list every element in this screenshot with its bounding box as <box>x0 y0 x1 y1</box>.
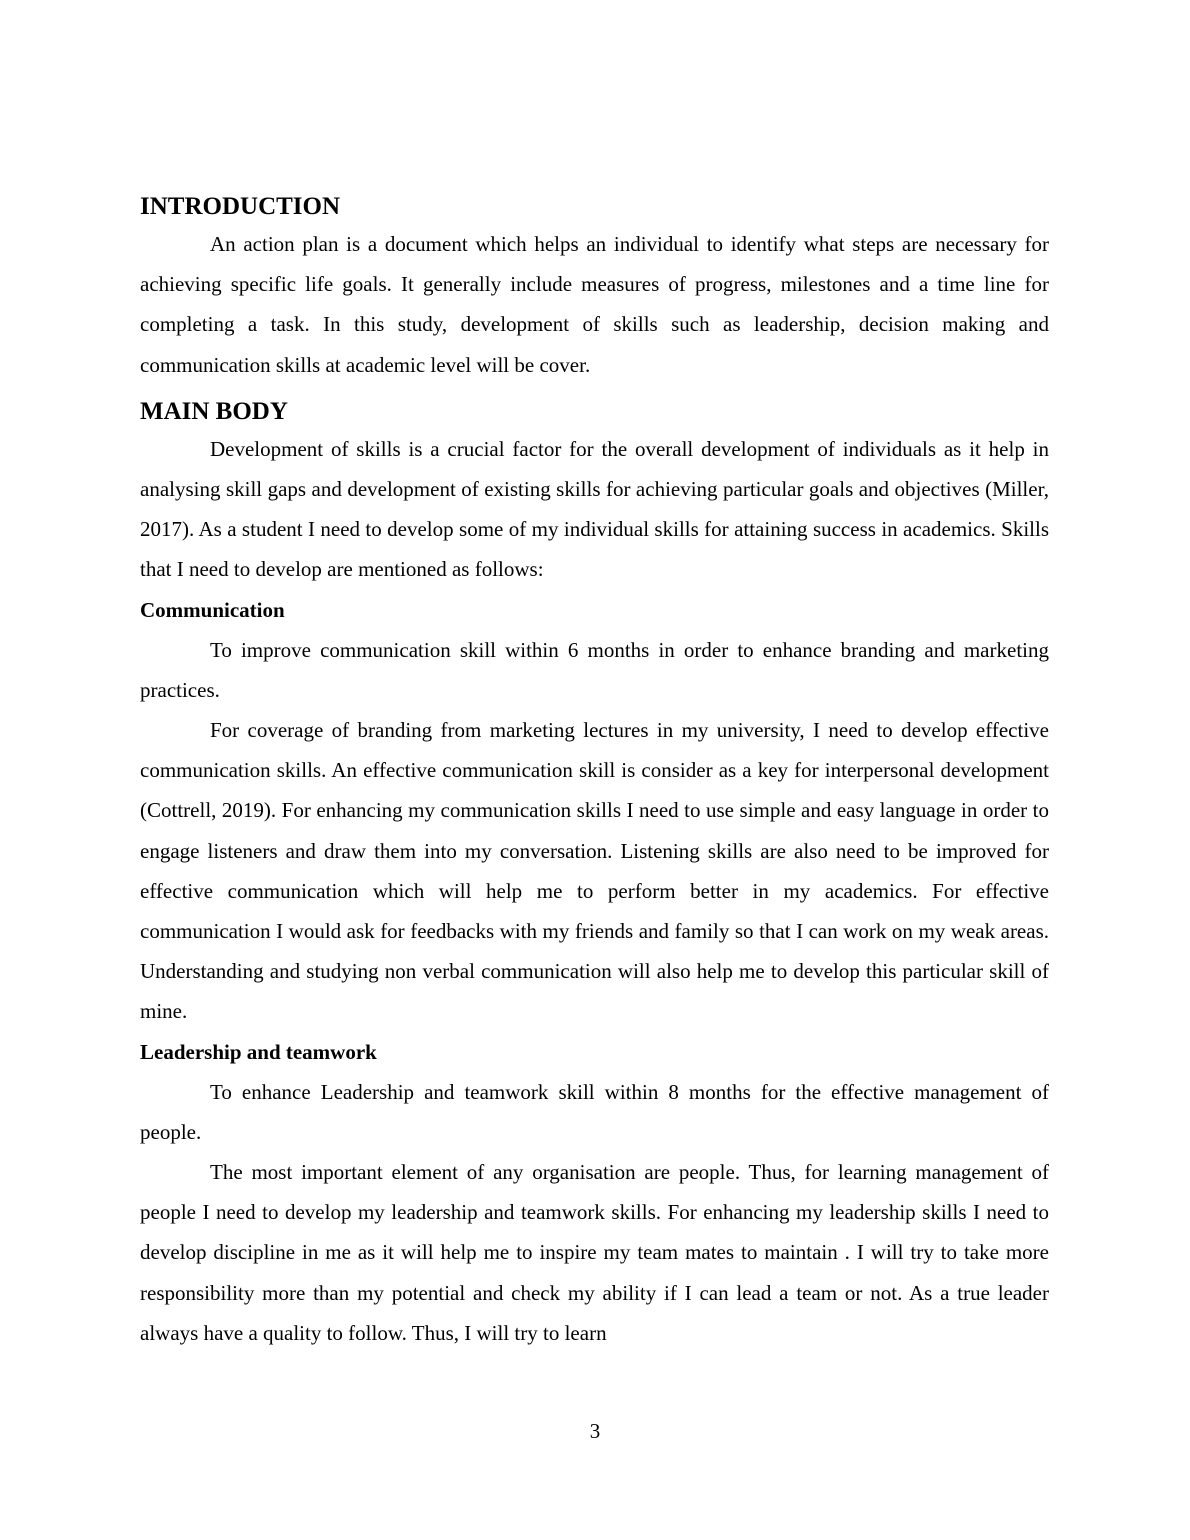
leadership-goal: To enhance Leadership and teamwork skill within 8 months for the effective management of people. <box>140 1079 1049 1144</box>
spacer <box>140 385 1049 395</box>
leadership-paragraph: The most important element of any organisation are people. Thus, for learning management of people I need to develop my leadership and teamwork skills. For enhancing my leadership skills I need to develop discipline in me as it will help me to inspire my team mates to maintain . I will try to take more responsibility more than my potential and check my ability if I can lead a team or not. As a true leader always have a quality to follow. Thus, I will try to learn <box>140 1160 1049 1345</box>
introduction-heading: INTRODUCTION <box>140 193 341 220</box>
communication-paragraph: For coverage of branding from marketing lectures in my university, I need to develop effective communication skills. An effective communication skill is consider as a key for interpersonal development (Cottrell, 2019). For enhancing my communication skills I need to use simple and easy language in order to engage listeners and draw them into my conversation. Listening skills are also need to be improved for effective communication which will help me to perform better in my academics. For effective communication I would ask for feedbacks with my friends and family so that I can work on my weak areas. Understanding and studying non verbal communication will also help me to develop this particular skill of mine. <box>140 718 1049 1024</box>
main-body-paragraph: Development of skills is a crucial factor for the overall development of individuals as it help in analysing skill gaps and development of existing skills for achieving particular goals and objectives (Miller, 2017). As a student I need to develop some of my individual skills for attaining success in academics. Skills that I need to develop are mentioned as follows: <box>140 436 1049 582</box>
leadership-heading: Leadership and teamwork <box>140 1039 377 1064</box>
introduction-paragraph: An action plan is a document which helps an individual to identify what steps are necessary for achieving specific life goals. It generally include measures of progress, milestones and a time line for completing a task. In this study, development of skills such as leadership, decision making and communication skills at academic level will be cover. <box>140 232 1049 377</box>
communication-goal: To improve communication skill within 6 months in order to enhance branding and marketing practices. <box>140 637 1049 702</box>
communication-heading: Communication <box>140 597 285 622</box>
main-body-heading: MAIN BODY <box>140 397 288 425</box>
page-number: 3 <box>589 1419 601 1443</box>
document-page <box>140 190 1049 1353</box>
